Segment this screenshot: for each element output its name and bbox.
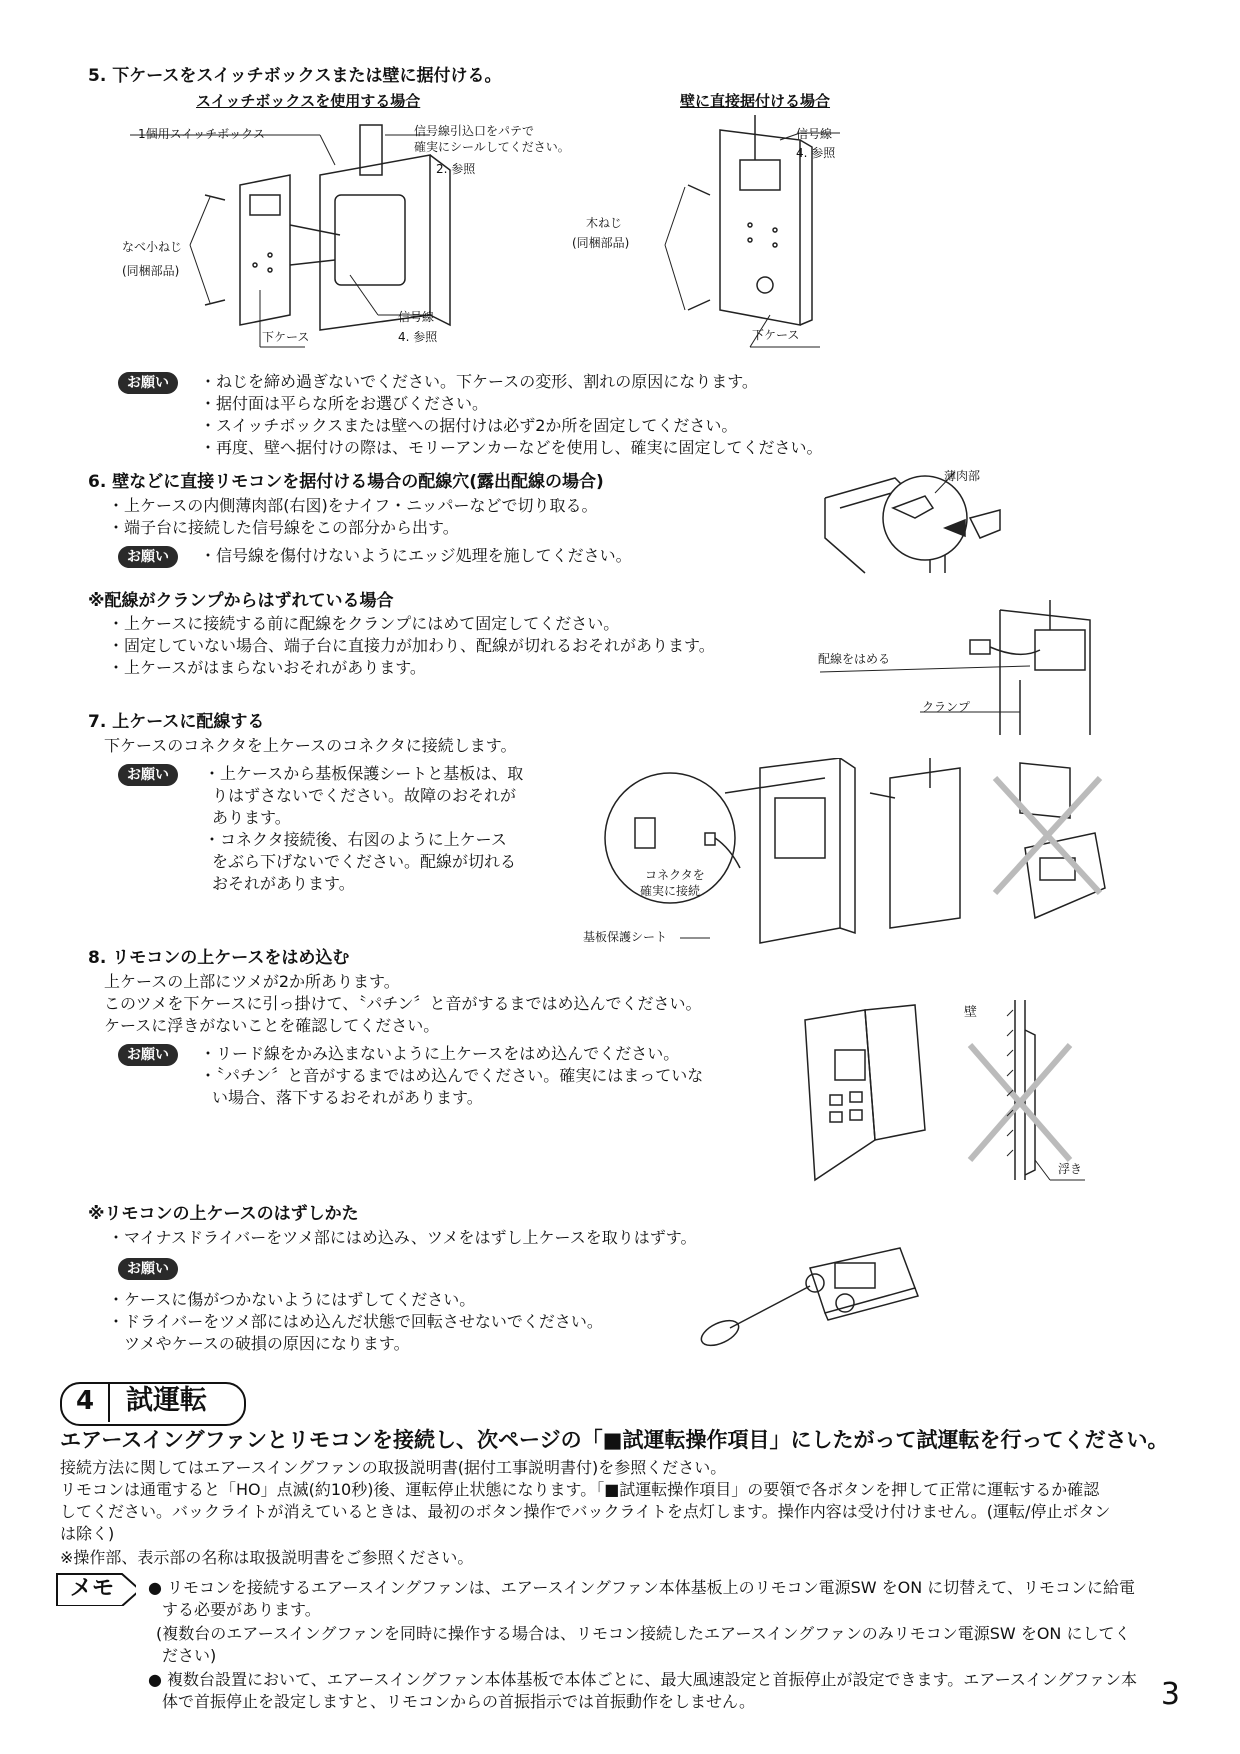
body-line: 上ケースの上部にツメが2か所あります。 [104, 972, 400, 991]
note-line: ・スイッチボックスまたは壁への据付けは必ず2か所を固定してください。 [200, 416, 738, 435]
label-lower-case: 下ケース [262, 330, 310, 344]
note-line: りはずさないでください。故障のおそれが [212, 786, 517, 805]
note-line: ・据付面は平らな所をお選びください。 [200, 394, 489, 413]
note-line: い場合、落下するおそれがあります。 [212, 1088, 483, 1107]
clamp-title: ※配線がクランプからはずれている場合 [88, 591, 394, 611]
label-signal-wire-right: 信号線 [796, 127, 833, 141]
body-line: ・上ケースがはまらないおそれがあります。 [108, 658, 426, 677]
memo-label: メモ [70, 1576, 115, 1601]
label-clamp: クランプ [922, 700, 971, 714]
label-switchbox: 1個用スイッチボックス [138, 127, 266, 141]
section-4-number: 4 [76, 1386, 95, 1416]
memo-item: ださい) [162, 1646, 217, 1665]
label-seal-1: 信号線引込口をパテで [414, 124, 535, 138]
onegai-badge-5: お願い [118, 372, 178, 394]
section-4-title: 試運転 [126, 1385, 207, 1416]
label-connector-2: 確実に接続 [640, 884, 701, 898]
body-line: 下ケースのコネクタを上ケースのコネクタに接続します。 [104, 736, 517, 755]
onegai-badge-8: お願い [118, 1044, 178, 1066]
note-line: ・上ケースから基板保護シートと基板は、取 [204, 764, 524, 783]
onegai-badge-6: お願い [118, 546, 178, 568]
memo-item: (複数台のエアースイングファンを同時に操作する場合は、リモコン接続したエアースイングファンのみリモコン電源SW をON にしてく [156, 1624, 1131, 1643]
note-line: ・リード線をかみ込まないように上ケースをはめ込んでください。 [200, 1044, 680, 1063]
note-line: おそれがあります。 [212, 874, 355, 893]
note-line: あります。 [212, 808, 291, 827]
section-4-para: リモコンは通電すると「HO」点滅(約10秒)後、運転停止状態になります。「■試運転操作項目」の要領で各ボタンを押して正常に運転するか確認 [60, 1480, 1100, 1499]
label-wood-screw-included: (同梱部品) [572, 236, 630, 250]
note-line: ・ドライバーをツメ部にはめ込んだ状態で回転させないでください。 [108, 1312, 603, 1331]
label-pan-screw: なべ小ねじ [122, 240, 183, 254]
label-thin-part: 薄肉部 [944, 469, 981, 483]
label-ref-2: 2. 参照 [436, 162, 476, 176]
body-line: ・上ケースの内側薄肉部(右図)をナイフ・ニッパーなどで切り取る。 [108, 496, 598, 515]
memo-item: ● リモコンを接続するエアースイングファンは、エアースイングファン本体基板上のリモコン電源SW をON に切替えて、リモコンに給電 [148, 1578, 1135, 1597]
label-floating: 浮き [1058, 1162, 1083, 1176]
section-5-title: 5. 下ケースをスイッチボックスまたは壁に据付ける。 [88, 66, 502, 86]
label-wall: 壁 [964, 1005, 978, 1020]
section-8-title: 8. リモコンの上ケースをはめ込む [88, 948, 350, 968]
section-4-para: 接続方法に関してはエアースイングファンの取扱説明書(据付工事説明書付)を参照ください。 [60, 1458, 727, 1477]
upper-case-wiring-figure [600, 758, 1110, 948]
note-line: ・信号線を傷付けないようにエッジ処理を施してください。 [200, 546, 632, 565]
memo-item: ● 複数台設置において、エアースイングファン本体基板で本体ごとに、最大風速設定と首振停止が設定できます。エアースイングファン本 [148, 1670, 1137, 1689]
note-line: ・再度、壁へ据付けの際は、モリーアンカーなどを使用し、確実に固定してください。 [200, 438, 823, 457]
section-4-para: ※操作部、表示部の名称は取扱説明書をご参照ください。 [60, 1548, 474, 1567]
body-line: ケースに浮きがないことを確認してください。 [104, 1016, 440, 1035]
body-line: このツメを下ケースに引っ掛けて、〝パチン〞と音がするまではめ込んでください。 [104, 994, 702, 1013]
label-board-sheet: 基板保護シート [583, 930, 668, 944]
section-7-title: 7. 上ケースに配線する [88, 712, 265, 732]
note-line: ・ケースに傷がつかないようにはずしてください。 [108, 1290, 476, 1309]
body-line: ・マイナスドライバーをツメ部にはめ込み、ツメをはずし上ケースを取りはずす。 [108, 1228, 697, 1247]
label-insert-wire: 配線をはめる [818, 652, 891, 666]
note-line: をぶら下げないでください。配線が切れる [212, 852, 517, 871]
body-line: ・端子台に接続した信号線をこの部分から出す。 [108, 518, 459, 537]
section-4-para: してください。バックライトが消えているときは、最初のボタン操作でバックライトを点灯します。操作内容は受け付けません。(運転/停止ボタン [60, 1502, 1111, 1521]
section-4-para: は除く) [60, 1524, 115, 1543]
section-6-title: 6. 壁などに直接リモコンを据付ける場合の配線穴(露出配線の場合) [88, 472, 604, 492]
label-ref-4: 4. 参照 [398, 330, 438, 344]
label-ref-4-right: 4. 参照 [796, 146, 836, 160]
removal-title: ※リモコンの上ケースのはずしかた [88, 1204, 359, 1224]
onegai-badge-removal: お願い [118, 1258, 178, 1280]
onegai-badge-7: お願い [118, 764, 178, 786]
note-line: ・ねじを締め過ぎないでください。下ケースの変形、割れの原因になります。 [200, 372, 758, 391]
fig-wall-title: 壁に直接据付ける場合 [680, 92, 831, 110]
memo-item: 体で首振停止を設定しますと、リモコンからの首振指示では首振動作をしません。 [162, 1692, 755, 1711]
body-line: ・上ケースに接続する前に配線をクランプにはめて固定してください。 [108, 614, 620, 633]
fig-switchbox-title: スイッチボックスを使用する場合 [196, 92, 421, 110]
note-line: ツメやケースの破損の原因になります。 [124, 1334, 410, 1353]
label-connector-1: コネクタを [645, 868, 705, 882]
label-signal-wire: 信号線 [398, 310, 435, 324]
label-wood-screw: 木ねじ [586, 216, 623, 230]
body-line: ・固定していない場合、端子台に直接力が加わり、配線が切れるおそれがあります。 [108, 636, 715, 655]
note-line: ・コネクタ接続後、右図のように上ケース [204, 830, 507, 849]
snap-in-figure [795, 1000, 1095, 1190]
label-pan-screw-included: (同梱部品) [122, 264, 180, 278]
page-number: 3 [1160, 1677, 1180, 1712]
section-4-lead: エアースイングファンとリモコンを接続し、次ページの「■試運転操作項目」にしたがって試運転を行ってください。 [60, 1428, 1169, 1452]
screwdriver-removal-figure [700, 1238, 930, 1348]
label-seal-2: 確実にシールしてください。 [414, 140, 570, 154]
label-lower-case-right: 下ケース [752, 328, 800, 342]
memo-item: する必要があります。 [162, 1600, 321, 1619]
clamp-figure [820, 600, 1100, 740]
note-line: ・〝パチン〞と音がするまではめ込んでください。確実にはまっていな [200, 1066, 704, 1085]
